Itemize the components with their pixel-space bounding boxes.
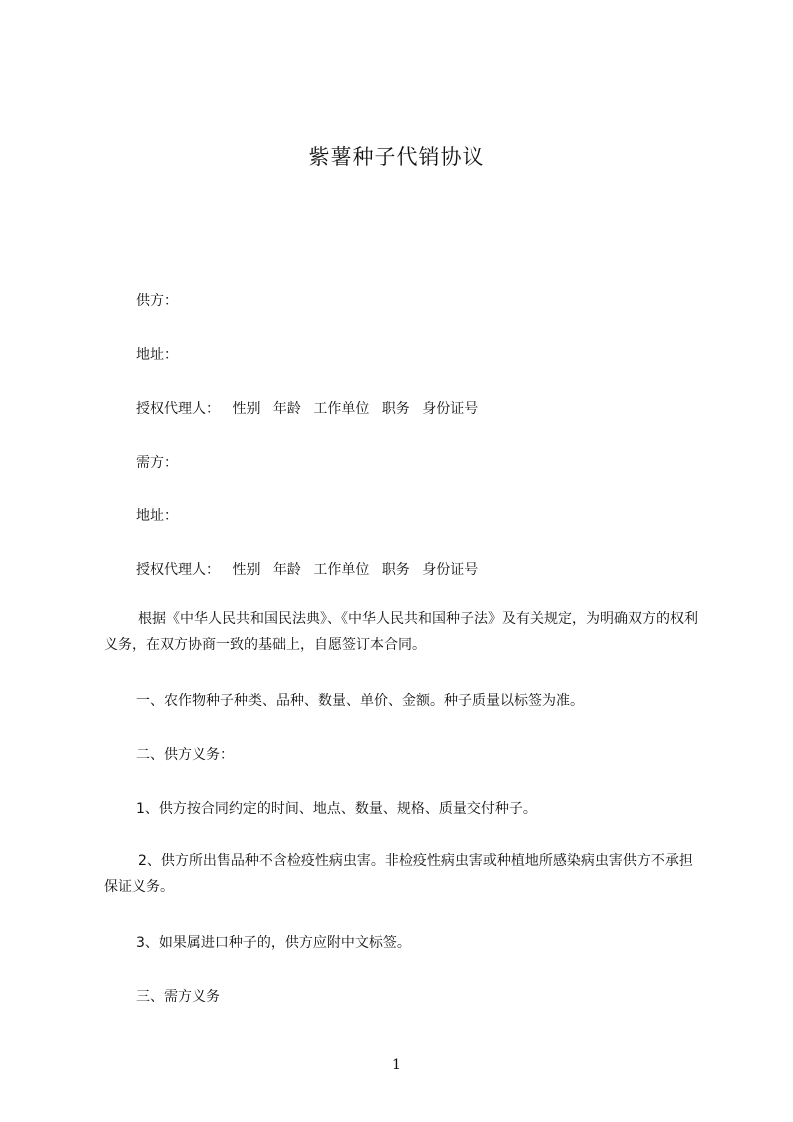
buyer-agent-label: 授权代理人： (136, 562, 220, 578)
clause-2-heading: 二、供方义务： (136, 747, 234, 763)
preamble-text: 根据《中华人民共和国民法典》、《中华人民共和国种子法》及有关规定，为明确双方的权利义务，在双方协商一致的基础上，自愿签订本合同。 (104, 611, 698, 653)
clause-2-item-2: 2、供方所出售品种不含检疫性病虫害。非检疫性病虫害或种植地所感染病虫害供方不承担保证义务。 (104, 853, 693, 895)
clause-2-item-1: 1、供方按合同约定的时间、地点、数量、规格、质量交付种子。 (136, 801, 537, 817)
buyer-agent-id-number: 身份证号 (422, 562, 479, 578)
supplier-label: 供方： (136, 293, 178, 309)
buyer-agent-gender: 性别 (232, 562, 261, 578)
supplier-agent-line (136, 399, 478, 419)
supplier-agent-id-number: 身份证号 (422, 401, 479, 417)
supplier-agent-gender: 性别 (232, 401, 261, 417)
supplier-agent-position: 职务 (381, 401, 410, 417)
supplier-agent-age: 年龄 (272, 401, 301, 417)
clause-2-item-3: 3、如果属进口种子的，供方应附中文标签。 (136, 935, 411, 951)
buyer-address-label: 地址： (136, 508, 178, 524)
supplier-agent-employer: 工作单位 (313, 401, 370, 417)
clause-1: 一、农作物种子种类、品种、数量、单价、金额。种子质量以标签为准。 (136, 693, 584, 709)
buyer-agent-position: 职务 (381, 562, 410, 578)
clause-3-heading: 三、需方义务 (136, 989, 220, 1005)
document-title: 紫薯种子代销协议 (308, 145, 485, 169)
buyer-agent-line (136, 560, 478, 580)
buyer-agent-age: 年龄 (272, 562, 301, 578)
clause-2-item-2-paragraph (104, 848, 704, 900)
preamble-paragraph (104, 606, 704, 658)
buyer-agent-employer: 工作单位 (313, 562, 370, 578)
supplier-address-label: 地址： (136, 347, 178, 363)
buyer-label: 需方： (136, 455, 178, 471)
supplier-agent-label: 授权代理人： (136, 401, 220, 417)
page-number: 1 (392, 1057, 401, 1073)
